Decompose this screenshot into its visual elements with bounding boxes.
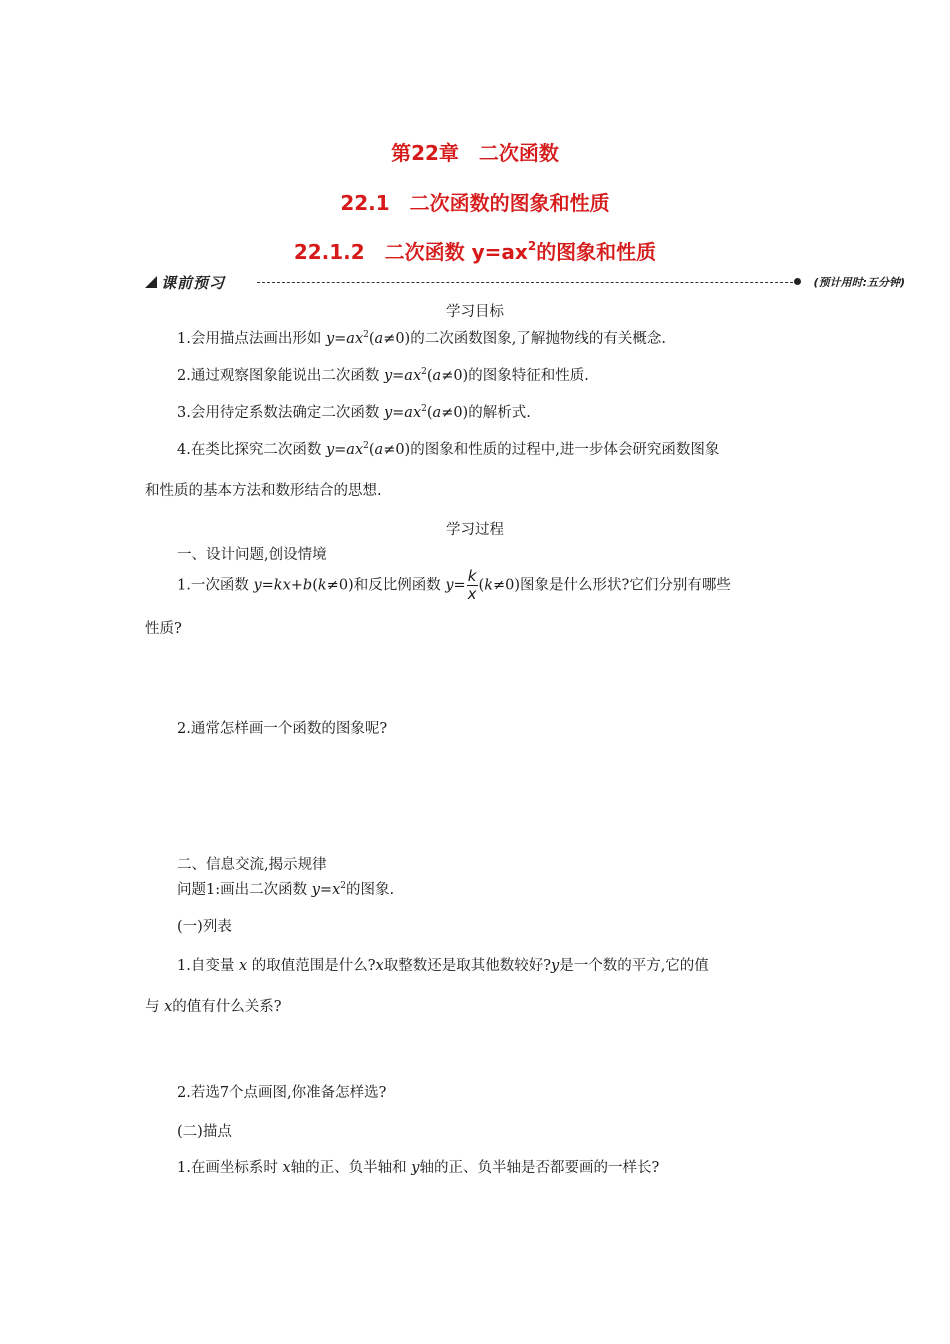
chapter-title: 第22章 二次函数 (391, 141, 559, 165)
section-title: 22.1 二次函数的图象和性质 (340, 191, 610, 215)
goal-3-text: 3.会用待定系数法确定二次函数 (177, 405, 384, 421)
var-x: x (282, 1160, 291, 1176)
problem-1 (177, 880, 394, 900)
goal-1-text: 1.会用描点法画出形如 (177, 331, 326, 347)
exponent: 2 (363, 441, 369, 451)
paren: ( (478, 577, 485, 594)
banner-left-label (145, 272, 225, 292)
banner-right-label: (预计用时:五分钟) (813, 276, 905, 289)
list-question-2: 2.若选7个点画图,你准备怎样选? (177, 1085, 387, 1101)
subsection-title-exponent: 2 (527, 239, 537, 253)
paren: ( (426, 368, 433, 384)
var-x: x (375, 958, 384, 974)
plot-heading: (二)描点 (177, 1124, 232, 1140)
subsection-title-text: 22.1.2 二次函数 y=ax (293, 240, 528, 264)
reciprocal-formula: y= (445, 577, 466, 594)
paren: ( (368, 442, 375, 458)
goal-4 (177, 440, 719, 460)
paren: ( (368, 331, 375, 347)
formula: y=ax (325, 331, 364, 347)
list-question-1-text: 1.自变量 (177, 958, 239, 974)
goals-heading: 学习目标 (446, 304, 504, 320)
question-1-tail: ≠0)图象是什么形状?它们分别有哪些 (493, 577, 731, 594)
question-1-text: 1.一次函数 (177, 577, 254, 594)
list-question-1-continued (145, 997, 282, 1017)
goal-4-continued: 和性质的基本方法和数形结合的思想. (145, 483, 382, 499)
var-x: x (164, 999, 173, 1015)
var-y: y (551, 958, 560, 974)
var-k: k (484, 577, 494, 594)
preview-banner (145, 272, 905, 294)
part-2-heading: 二、信息交流,揭示规律 (177, 857, 327, 873)
banner-left-text: 课前预习 (161, 273, 226, 292)
banner-triangle-icon (145, 276, 157, 288)
list-heading: (一)列表 (177, 919, 232, 935)
part-1-heading: 一、设计问题,创设情境 (177, 547, 327, 563)
goal-2-tail: ≠0)的图象特征和性质. (441, 368, 589, 384)
exponent: 2 (340, 881, 346, 891)
var-a: a (374, 442, 384, 458)
plot-question-1-text: 1.在画坐标系时 (177, 1160, 283, 1176)
goal-2-text: 2.通过观察图象能说出二次函数 (177, 368, 384, 384)
plot-question-1-part: 轴的正、负半轴和 (290, 1160, 412, 1176)
exponent: 2 (421, 367, 427, 377)
plot-question-1 (177, 1158, 659, 1178)
exponent: 2 (421, 404, 427, 414)
var-x: x (238, 958, 248, 974)
question-2: 2.通常怎样画一个函数的图象呢? (177, 721, 388, 737)
subsection-title (0, 236, 950, 265)
list-question-1-part: 取整数还是取其他数较好? (383, 958, 551, 974)
paren: ( (426, 405, 433, 421)
var-a: a (432, 368, 442, 384)
var-a: a (374, 331, 384, 347)
plot-question-1-tail: 轴的正、负半轴是否都要画的一样长? (419, 1160, 660, 1176)
list-question-1-cont-tail: 的值有什么关系? (172, 999, 282, 1015)
goal-2 (177, 366, 589, 386)
formula: y=ax (383, 405, 422, 421)
banner-dashed-line (257, 282, 793, 283)
list-question-1-cont-text: 与 (145, 999, 165, 1015)
linear-formula: y=kx+b (253, 577, 313, 594)
goal-3-tail: ≠0)的解析式. (441, 405, 531, 421)
goal-4-text: 4.在类比探究二次函数 (177, 442, 326, 458)
question-1-middle: ≠0)和反比例函数 (326, 577, 446, 594)
list-question-1-part: 的取值范围是什么? (247, 958, 376, 974)
process-heading: 学习过程 (446, 522, 504, 538)
fraction-k-over-x (467, 568, 478, 603)
fraction-denominator: x (467, 585, 477, 603)
paren: ( (312, 577, 318, 594)
goal-4-tail: ≠0)的图象和性质的过程中,进一步体会研究函数图象 (383, 442, 720, 458)
list-question-1 (177, 956, 709, 976)
exponent: 2 (363, 330, 369, 340)
list-question-1-tail: 是一个数的平方,它的值 (559, 958, 709, 974)
var-k: k (317, 577, 327, 594)
var-a: a (432, 405, 442, 421)
formula: y=ax (325, 442, 364, 458)
var-y: y (411, 1160, 420, 1176)
problem-1-tail: 的图象. (346, 882, 395, 898)
question-1-continued: 性质? (145, 621, 182, 637)
formula-y-x2: y=x (311, 882, 341, 898)
formula: y=ax (383, 368, 422, 384)
fraction-numerator: k (467, 567, 477, 585)
problem-1-text: 问题1:画出二次函数 (177, 882, 312, 898)
goal-3 (177, 403, 531, 423)
banner-dot-icon (794, 278, 801, 285)
goal-1-tail: ≠0)的二次函数图象,了解抛物线的有关概念. (383, 331, 666, 347)
question-1 (177, 568, 731, 603)
goal-1 (177, 329, 666, 349)
subsection-title-suffix: 的图象和性质 (536, 240, 657, 264)
